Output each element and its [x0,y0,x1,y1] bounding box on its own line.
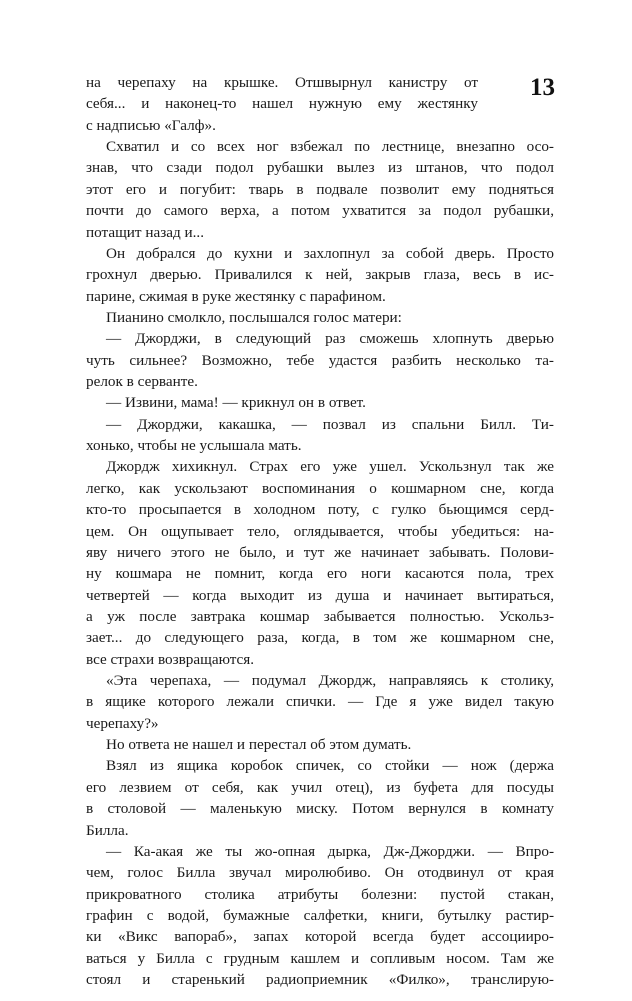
text-line: Пианино смолкло, послышался голос матери: [106,309,402,326]
text-line: его лезвием от себя, как учил отец), из буфета для посуды [86,779,554,796]
text-line: Но ответа не нашел и перестал об этом думать. [106,736,412,753]
text-line: — Извини, мама! — крикнул он в ответ. [106,394,366,411]
text-line: черепаху?» [86,715,159,732]
text-line: с надписью «Галф». [86,117,216,134]
text-line: стоял и старенький радиоприемник «Филко», транслирую- [86,971,554,988]
text-line: релок в серванте. [86,373,198,390]
text-line: потащит назад и... [86,224,204,241]
text-line: Билла. [86,822,129,839]
text-line: зает... до следующего раза, когда, в том же кошмарном сне, [86,629,554,646]
text-line: яву ничего этого не было, и тут же начинает забывать. Полови- [86,544,554,561]
text-line: легко, как ускользают воспоминания о кошмарном сне, когда [86,480,554,497]
text-line: «Эта черепаха, — подумал Джордж, направляясь к столику, [106,672,554,689]
text-line: чем, голос Билла звучал миролюбиво. Он отодвинул от края [86,864,554,881]
text-line: а уж после завтрака кошмар забывается полностью. Ускольз- [86,608,554,625]
text-line: все страхи возвращаются. [86,651,255,668]
text-line: грохнул дверью. Привалился к ней, закрыв глаза, весь в ис- [86,266,554,283]
text-line: — Джорджи, какашка, — позвал из спальни Билл. Ти- [106,416,554,433]
text-line: себя... и наконец-то нашел нужную ему жестянку [86,95,478,112]
text-line: — Джорджи, в следующий раз сможешь хлопнуть дверью [106,330,554,347]
text-line: Он добрался до кухни и захлопнул за собой дверь. Просто [106,245,554,262]
text-line: ки «Викс вапораб», запах которой всегда будет ассоцииро- [86,928,554,945]
text-line: прикроватного столика атрибуты болезни: пустой стакан, [86,886,554,903]
text-line: почти до самого верха, а потом ухватится за подол рубашки, [86,202,554,219]
text-line: ваться у Билла с грудным кашлем и сопливым носом. Там же [86,950,554,967]
text-line: чуть сильнее? Возможно, тебе удастся разбить несколько та- [86,352,554,369]
text-line: парине, сжимая в руке жестянку с парафином. [86,288,386,305]
text-line: этот его и погубит: тварь в подвале позволит ему подняться [86,181,554,198]
text-line: Взял из ящика коробок спичек, со стойки — нож (держа [106,757,554,774]
text-line: Схватил и со всех ног взбежал по лестнице, внезапно осо- [106,138,554,155]
text-line: цем. Он ощупывает тело, оглядывается, чтобы убедиться: на- [86,523,554,540]
text-line: ну кошмара не помнит, когда его ноги касаются пола, трех [86,565,554,582]
text-line: графин с водой, бумажные салфетки, книги, бутылку растир- [86,907,554,924]
text-line: четвертей — когда выходит из душа и начинает вытираться, [86,587,554,604]
text-line: — Ка-акая же ты жо-опная дырка, Дж-Джорджи. — Впро- [106,843,554,860]
text-line: знав, что сзади подол рубашки вылез из штанов, что подол [86,159,554,176]
page-number: 13 [530,74,555,101]
text-line: на черепаху на крышке. Отшвырнул канистру от [86,74,478,91]
text-line: хонько, чтобы не услышала мать. [86,437,302,454]
text-line: в столовой — маленькую миску. Потом вернулся в комнату [86,800,554,817]
text-line: в ящике которого лежали спички. — Где я уже видел такую [86,693,554,710]
text-line: Джордж хихикнул. Страх его уже ушел. Ускользнул так же [106,458,554,475]
text-line: кто-то просыпается в холодном поту, с гулко бьющимся серд- [86,501,554,518]
